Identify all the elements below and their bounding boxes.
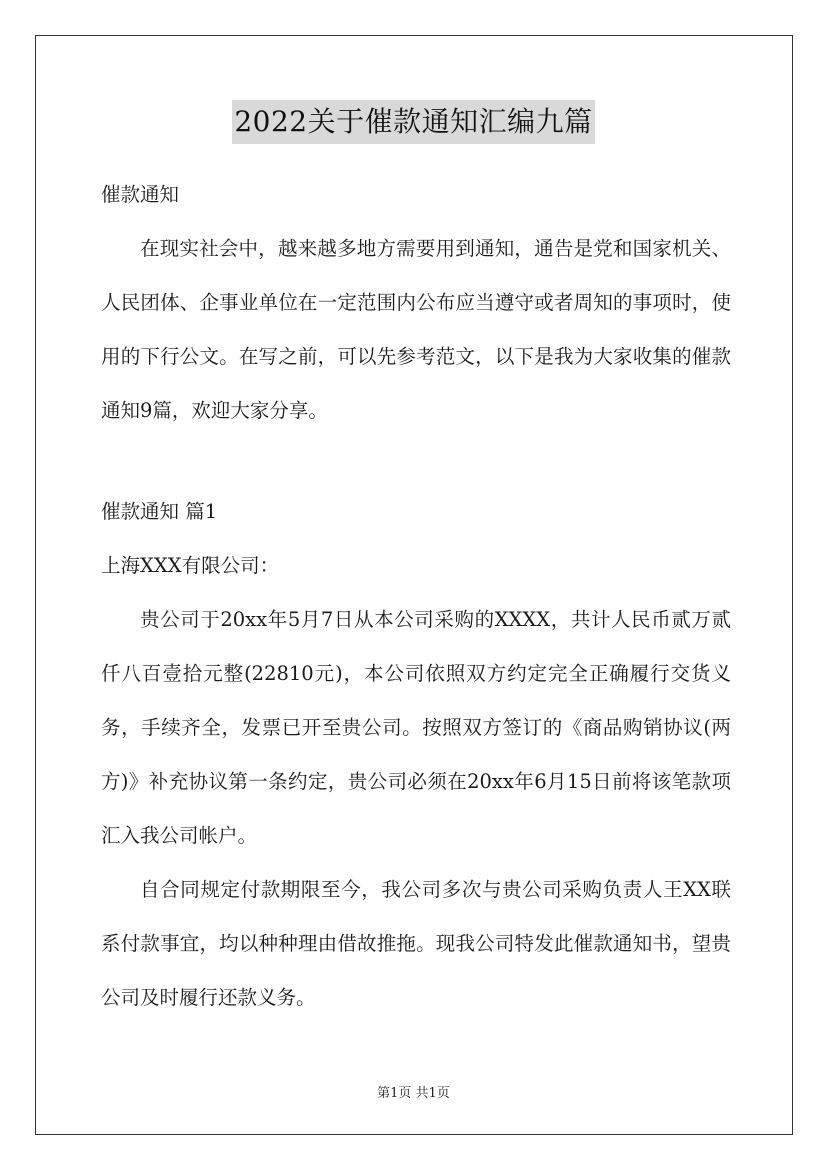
section-gap bbox=[101, 438, 731, 485]
page-footer: 第1页 共1页 bbox=[377, 1086, 450, 1101]
title-container bbox=[0, 100, 827, 144]
intro-paragraph: 在现实社会中，越来越多地方需要用到通知，通告是党和国家机关、人民团体、企事业单位在一定范围内公布应当遵守或者周知的事项时，使用的下行公文。在写之前，可以先参考范文，以下是我为大家收集的催款通知9篇，欢迎大家分享。 bbox=[101, 237, 731, 422]
body-paragraph-1: 贵公司于20xx年5月7日从本公司采购的XXXX，共计人民币贰万贰仟八百壹拾元整(22810元)，本公司依照双方约定完全正确履行交货义务，手续齐全，发票已开至贵公司。按照双方签订的《商品购销协议(两方)》补充协议第一条约定，贵公司必须在20xx年6月15日前将该笔款项汇入我公司帐户。 bbox=[101, 608, 731, 847]
document-title: 2022关于催款通知汇编九篇 bbox=[232, 100, 594, 144]
salutation: 上海XXX有限公司： bbox=[101, 554, 280, 577]
document-body bbox=[101, 168, 731, 1025]
body-paragraph-2: 自合同规定付款期限至今，我公司多次与贵公司采购负责人王XX联系付款事宜，均以种种理由借故推拖。现我公司特发此催款通知书，望贵公司及时履行还款义务。 bbox=[101, 878, 731, 1009]
section-heading: 催款通知 篇1 bbox=[101, 500, 218, 523]
intro-heading: 催款通知 bbox=[101, 183, 180, 206]
